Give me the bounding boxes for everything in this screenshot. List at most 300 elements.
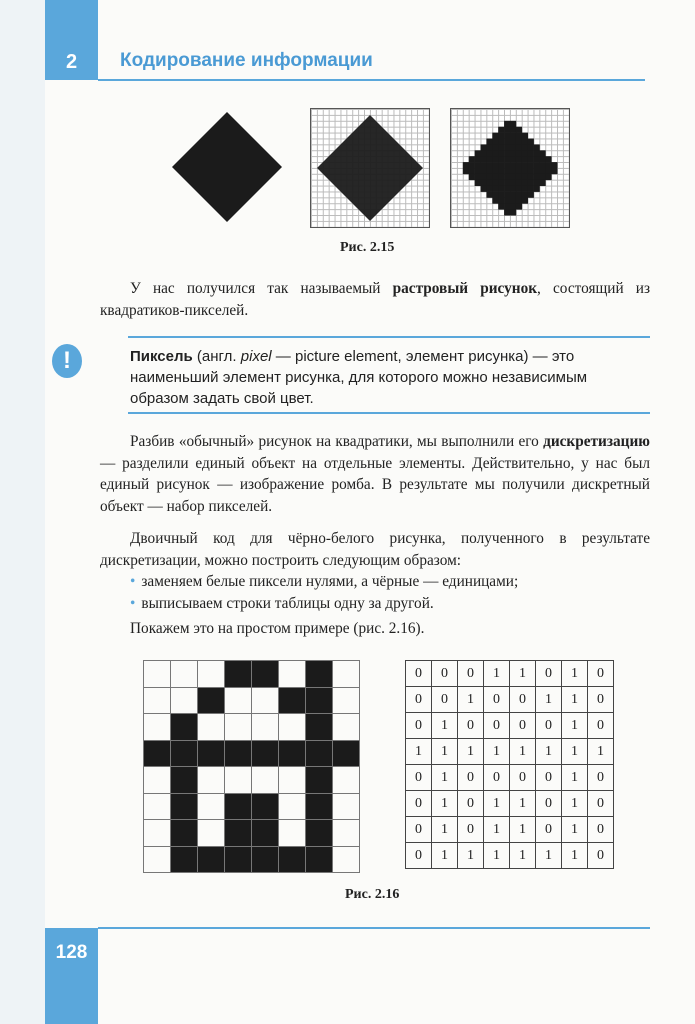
- bit-cell: 1: [458, 843, 484, 869]
- bit-cell: 1: [536, 739, 562, 765]
- white-pixel: [198, 767, 225, 794]
- text: Покажем это на простом примере (рис. 2.16).: [130, 620, 425, 637]
- diamond-pixel: [498, 186, 504, 192]
- white-pixel: [333, 820, 360, 847]
- white-pixel: [333, 793, 360, 820]
- diamond-pixel: [516, 198, 522, 204]
- diamond-pixel: [504, 186, 510, 192]
- diamond-pixel: [534, 180, 540, 186]
- diamond-pixel: [463, 168, 469, 174]
- diamond-pixel: [510, 174, 516, 180]
- diamond-pixel: [504, 192, 510, 198]
- diamond-pixel: [522, 150, 528, 156]
- white-pixel: [225, 714, 252, 741]
- white-pixel: [279, 661, 306, 688]
- diamond-pixel: [504, 150, 510, 156]
- white-pixel: [171, 687, 198, 714]
- diamond-pixel: [545, 162, 551, 168]
- diamond-pixel: [522, 198, 528, 204]
- text: выписываем строки таблицы одну за другой.: [141, 594, 434, 612]
- bit-cell: 0: [406, 713, 432, 739]
- diamond-pixel: [528, 180, 534, 186]
- diamond-pixel: [516, 133, 522, 139]
- white-pixel: [198, 793, 225, 820]
- black-pixel: [333, 740, 360, 767]
- bit-cell: 1: [562, 791, 588, 817]
- figure-2-15-caption: Рис. 2.15: [340, 240, 395, 255]
- diamond-pixel: [504, 144, 510, 150]
- bit-cell: 1: [562, 661, 588, 687]
- diamond-pixel: [510, 144, 516, 150]
- black-pixel: [225, 846, 252, 873]
- diamond-pixel: [510, 203, 516, 209]
- diamond-pixel: [540, 168, 546, 174]
- bit-cell: 0: [536, 817, 562, 843]
- paragraph-example: [100, 618, 650, 640]
- bit-cell: 0: [536, 791, 562, 817]
- diamond-pixel: [504, 156, 510, 162]
- diamond-pixel: [510, 209, 516, 215]
- bit-cell: 0: [484, 765, 510, 791]
- black-pixel: [171, 793, 198, 820]
- diamond-pixel: [545, 174, 551, 180]
- bit-cell: 1: [562, 739, 588, 765]
- bit-cell: 1: [432, 713, 458, 739]
- diamond-pixel: [516, 180, 522, 186]
- diamond-pixel: [504, 127, 510, 133]
- diamond-pixel: [492, 139, 498, 145]
- bit-cell: 1: [484, 739, 510, 765]
- bit-cell: 0: [432, 687, 458, 713]
- diamond-pixel: [498, 198, 504, 204]
- diamond-pixel: [528, 150, 534, 156]
- bit-cell: 0: [588, 843, 614, 869]
- bit-cell: 1: [432, 765, 458, 791]
- footer-rule: [98, 927, 650, 929]
- white-pixel: [144, 714, 171, 741]
- pixelated-diamond-figure: [450, 108, 570, 228]
- black-pixel: [225, 793, 252, 820]
- diamond-pixel: [486, 156, 492, 162]
- text: Разбив «обычный» рисунок на квадратики, мы выполнили его: [130, 433, 544, 450]
- white-pixel: [144, 767, 171, 794]
- white-pixel: [279, 714, 306, 741]
- diamond-pixel: [498, 180, 504, 186]
- paragraph-raster: [100, 278, 650, 321]
- exclamation-icon: !: [52, 344, 82, 378]
- bit-cell: 0: [588, 661, 614, 687]
- diamond-pixel: [492, 180, 498, 186]
- diamond-pixel: [534, 156, 540, 162]
- black-pixel: [198, 740, 225, 767]
- diamond-pixel: [516, 162, 522, 168]
- diamond-pixel: [510, 180, 516, 186]
- black-pixel: [198, 846, 225, 873]
- diamond-pixel: [516, 139, 522, 145]
- diamond-pixel: [486, 186, 492, 192]
- bit-cell: 1: [510, 843, 536, 869]
- diamond-pixel: [504, 133, 510, 139]
- white-pixel: [279, 793, 306, 820]
- diamond-pixel: [504, 198, 510, 204]
- white-pixel: [279, 767, 306, 794]
- bit-cell: 0: [432, 661, 458, 687]
- diamond-pixel: [504, 209, 510, 215]
- diamond-pixel: [510, 186, 516, 192]
- black-pixel: [225, 740, 252, 767]
- diamond-pixel: [486, 174, 492, 180]
- black-pixel: [198, 687, 225, 714]
- bit-cell: 0: [536, 713, 562, 739]
- diamond-pixel: [504, 168, 510, 174]
- diamond-pixel: [522, 168, 528, 174]
- bit-cell: 0: [406, 765, 432, 791]
- bit-cell: 1: [484, 661, 510, 687]
- diamond-pixel: [475, 168, 481, 174]
- diamond-pixel: [475, 180, 481, 186]
- diamond-pixel: [486, 180, 492, 186]
- bit-cell: 0: [406, 687, 432, 713]
- black-pixel: [306, 820, 333, 847]
- diamond-pixel: [486, 168, 492, 174]
- black-pixel: [279, 846, 306, 873]
- bit-cell: 0: [484, 687, 510, 713]
- diamond-pixel: [528, 192, 534, 198]
- white-pixel: [333, 714, 360, 741]
- bit-cell: 1: [562, 765, 588, 791]
- diamond-pixel: [475, 156, 481, 162]
- diamond-pixel: [534, 174, 540, 180]
- diamond-pixel: [528, 162, 534, 168]
- white-pixel: [144, 846, 171, 873]
- diamond-pixel: [504, 162, 510, 168]
- white-pixel: [252, 714, 279, 741]
- diamond-pixel: [475, 174, 481, 180]
- diamond-pixel: [504, 203, 510, 209]
- diamond-pixel: [492, 162, 498, 168]
- white-pixel: [279, 820, 306, 847]
- diamond-pixel: [481, 168, 487, 174]
- text: Двоичный код для чёрно-белого рисунка, полученного в результате дискретизации, можно построить следующим образом:: [100, 530, 650, 569]
- bullet-item: [130, 593, 650, 615]
- bit-cell: 1: [536, 843, 562, 869]
- diamond-pixel: [475, 162, 481, 168]
- bit-cell: 0: [458, 791, 484, 817]
- white-pixel: [198, 820, 225, 847]
- black-pixel: [252, 846, 279, 873]
- diamond-pixel: [510, 139, 516, 145]
- bit-cell: 1: [510, 739, 536, 765]
- black-pixel: [306, 687, 333, 714]
- bit-cell: 0: [458, 765, 484, 791]
- diamond-pixel: [498, 162, 504, 168]
- diamond-pixel: [522, 162, 528, 168]
- bit-cell: 1: [406, 739, 432, 765]
- diamond-pixel: [469, 168, 475, 174]
- diamond-pixel: [510, 198, 516, 204]
- header-rule: [98, 79, 645, 81]
- diamond-pixel: [516, 150, 522, 156]
- bit-cell: 1: [432, 817, 458, 843]
- white-pixel: [252, 687, 279, 714]
- diamond-pixel: [528, 168, 534, 174]
- binary-table: [405, 660, 614, 869]
- diamond-pixel: [510, 127, 516, 133]
- black-pixel: [306, 767, 333, 794]
- diamond-pixel: [469, 174, 475, 180]
- white-pixel: [198, 661, 225, 688]
- white-pixel: [333, 661, 360, 688]
- definition-rule-top: [128, 336, 650, 338]
- diamond-pixel: [504, 139, 510, 145]
- bit-cell: 0: [588, 765, 614, 791]
- bit-cell: 0: [406, 843, 432, 869]
- diamond-pixel: [486, 150, 492, 156]
- diamond-pixel: [528, 139, 534, 145]
- diamond-pixel: [545, 168, 551, 174]
- bit-cell: 0: [510, 765, 536, 791]
- diamond-pixel: [498, 203, 504, 209]
- diamond-pixel: [492, 156, 498, 162]
- diamond-pixel: [516, 192, 522, 198]
- bit-cell: 0: [406, 661, 432, 687]
- bit-cell: 1: [510, 791, 536, 817]
- text: заменяем белые пиксели нулями, а чёрные — единицами;: [141, 573, 519, 590]
- diamond-pixel: [492, 192, 498, 198]
- chapter-number-box: 2: [45, 0, 98, 80]
- diamond-pixel: [510, 121, 516, 127]
- diamond-pixel: [528, 156, 534, 162]
- diamond-pixel: [516, 127, 522, 133]
- black-pixel: [279, 687, 306, 714]
- diamond-pixel: [545, 156, 551, 162]
- diamond-pixel: [522, 133, 528, 139]
- diamond-pixel: [522, 186, 528, 192]
- bit-cell: 0: [588, 713, 614, 739]
- diamond-pixel: [522, 174, 528, 180]
- diamond-pixel: [498, 192, 504, 198]
- bit-cell: 1: [484, 791, 510, 817]
- diamond-pixel: [492, 144, 498, 150]
- white-pixel: [144, 820, 171, 847]
- black-pixel: [252, 793, 279, 820]
- diamond-pixel: [516, 174, 522, 180]
- black-pixel: [171, 820, 198, 847]
- black-pixel: [171, 714, 198, 741]
- black-pixel: [306, 846, 333, 873]
- diamond-pixel: [498, 144, 504, 150]
- diamond-pixel: [534, 186, 540, 192]
- black-pixel: [171, 767, 198, 794]
- diamond-pixel: [475, 150, 481, 156]
- black-pixel: [306, 793, 333, 820]
- diamond-pixel: [463, 162, 469, 168]
- text: , состоящий из квадратиков-пикселей.: [100, 280, 650, 319]
- bit-cell: 1: [432, 791, 458, 817]
- bit-cell: 0: [458, 661, 484, 687]
- diamond-pixel: [486, 162, 492, 168]
- text: — picture element, элемент рисунка) — это наименьший элемент рисунка, для которого можно независимым образом задать свой цвет.: [130, 348, 588, 407]
- bit-cell: 1: [562, 817, 588, 843]
- diamond-pixel: [528, 174, 534, 180]
- black-pixel: [225, 661, 252, 688]
- paragraph-discretization: [100, 431, 650, 517]
- white-pixel: [144, 661, 171, 688]
- white-pixel: [225, 767, 252, 794]
- diamond-pixel: [534, 162, 540, 168]
- bit-cell: 0: [510, 687, 536, 713]
- bit-cell: 1: [484, 843, 510, 869]
- diamond-pixel: [498, 156, 504, 162]
- diamond-pixel: [486, 144, 492, 150]
- white-pixel: [144, 793, 171, 820]
- diamond-pixel: [504, 180, 510, 186]
- diamond-pixel: [469, 162, 475, 168]
- diamond-pixel: [492, 133, 498, 139]
- black-pixel: [279, 740, 306, 767]
- white-pixel: [333, 687, 360, 714]
- black-pixel: [252, 820, 279, 847]
- diamond-pixel: [534, 144, 540, 150]
- diamond-pixel: [534, 150, 540, 156]
- diamond-pixel: [534, 168, 540, 174]
- diamond-pixel: [522, 156, 528, 162]
- text: — разделили единый объект на отдельные элементы. Действительно, у нас был единый рисунок — изображение ромба. В результате мы получили дискретный объект — набор пикселей.: [100, 454, 650, 515]
- bit-cell: 1: [432, 843, 458, 869]
- diamond-pixel: [528, 186, 534, 192]
- diamond-pixel: [481, 186, 487, 192]
- white-pixel: [225, 687, 252, 714]
- black-pixel: [171, 846, 198, 873]
- black-pixel: [144, 740, 171, 767]
- diamond-pixel: [481, 144, 487, 150]
- diamond-pixel: [540, 162, 546, 168]
- diamond-pixel: [498, 168, 504, 174]
- bit-cell: 0: [458, 817, 484, 843]
- white-pixel: [252, 767, 279, 794]
- diamond-pixel: [486, 139, 492, 145]
- definition-rule-bottom: [128, 412, 650, 414]
- bullet-icon: •: [130, 594, 136, 612]
- left-margin-band: [0, 0, 45, 1024]
- bit-cell: 1: [588, 739, 614, 765]
- text: (англ.: [192, 348, 241, 365]
- diamond-pixel: [510, 156, 516, 162]
- bit-cell: 0: [458, 713, 484, 739]
- diamond-pixel: [481, 174, 487, 180]
- black-pixel: [252, 661, 279, 688]
- black-pixel: [171, 740, 198, 767]
- diamond-pixel: [522, 144, 528, 150]
- diamond-pixel: [469, 156, 475, 162]
- bit-cell: 0: [588, 687, 614, 713]
- bit-cell: 0: [510, 713, 536, 739]
- diamond-pixel: [522, 192, 528, 198]
- black-pixel: [306, 661, 333, 688]
- bit-cell: 1: [510, 817, 536, 843]
- term-pixel: Пиксель: [130, 348, 193, 365]
- white-pixel: [144, 687, 171, 714]
- diamond-pixel: [522, 139, 528, 145]
- black-pixel: [252, 740, 279, 767]
- white-pixel: [333, 846, 360, 873]
- black-pixel: [225, 820, 252, 847]
- diamond-pixel: [510, 133, 516, 139]
- diamond-pixel: [498, 133, 504, 139]
- bit-cell: 1: [484, 817, 510, 843]
- bit-cell: 1: [458, 687, 484, 713]
- diamond-on-grid-figure: [310, 108, 430, 228]
- diamond-pixel: [481, 156, 487, 162]
- bit-cell: 0: [588, 817, 614, 843]
- chapter-title: Кодирование информации: [120, 50, 373, 71]
- diamond-pixel: [540, 156, 546, 162]
- diamond-pixel: [551, 162, 557, 168]
- diamond-pixel: [516, 168, 522, 174]
- bit-cell: 1: [432, 739, 458, 765]
- diamond-pixel: [510, 150, 516, 156]
- bullet-icon: •: [130, 573, 136, 590]
- diamond-pixel: [481, 180, 487, 186]
- diamond-pixel: [540, 180, 546, 186]
- bit-cell: 1: [562, 713, 588, 739]
- black-pixel: [306, 714, 333, 741]
- diamond-pixel: [504, 174, 510, 180]
- term-raster: растровый рисунок: [392, 280, 538, 297]
- diamond-pixel: [516, 203, 522, 209]
- diamond-pixel: [481, 150, 487, 156]
- diamond-pixel: [528, 144, 534, 150]
- bit-cell: 1: [510, 661, 536, 687]
- diamond-pixel: [498, 127, 504, 133]
- diamond-figure: [172, 112, 282, 222]
- bit-cell: 0: [406, 817, 432, 843]
- diamond-pixel: [498, 174, 504, 180]
- diamond-pixel: [498, 139, 504, 145]
- bit-cell: 1: [562, 843, 588, 869]
- bit-cell: 0: [588, 791, 614, 817]
- diamond-pixel: [516, 156, 522, 162]
- diamond-pixel: [540, 174, 546, 180]
- diamond-pixel: [481, 162, 487, 168]
- diamond-pixel: [492, 174, 498, 180]
- page-number: 128: [45, 928, 98, 1024]
- figure-2-16-caption: Рис. 2.16: [345, 887, 400, 902]
- diamond-pixel: [551, 168, 557, 174]
- diamond-pixel: [492, 186, 498, 192]
- diamond-pixel: [486, 192, 492, 198]
- white-pixel: [333, 767, 360, 794]
- term-discretization: дискретизацию: [543, 433, 650, 450]
- bit-cell: 0: [536, 765, 562, 791]
- pixel-picture: [143, 660, 360, 873]
- bullet-item: [130, 571, 650, 593]
- diamond-pixel: [510, 162, 516, 168]
- text: pixel: [240, 348, 272, 365]
- bit-cell: 0: [406, 791, 432, 817]
- diamond-pixel: [516, 144, 522, 150]
- diamond-pixel: [510, 168, 516, 174]
- bit-cell: 1: [562, 687, 588, 713]
- text: У нас получился так называемый: [130, 280, 393, 297]
- diamond-pixel: [498, 150, 504, 156]
- bullet-list: [130, 571, 650, 614]
- paragraph-binary-code: [100, 528, 650, 571]
- bit-cell: 1: [458, 739, 484, 765]
- white-pixel: [171, 661, 198, 688]
- diamond-pixel: [522, 180, 528, 186]
- definition-pixel: [130, 346, 645, 409]
